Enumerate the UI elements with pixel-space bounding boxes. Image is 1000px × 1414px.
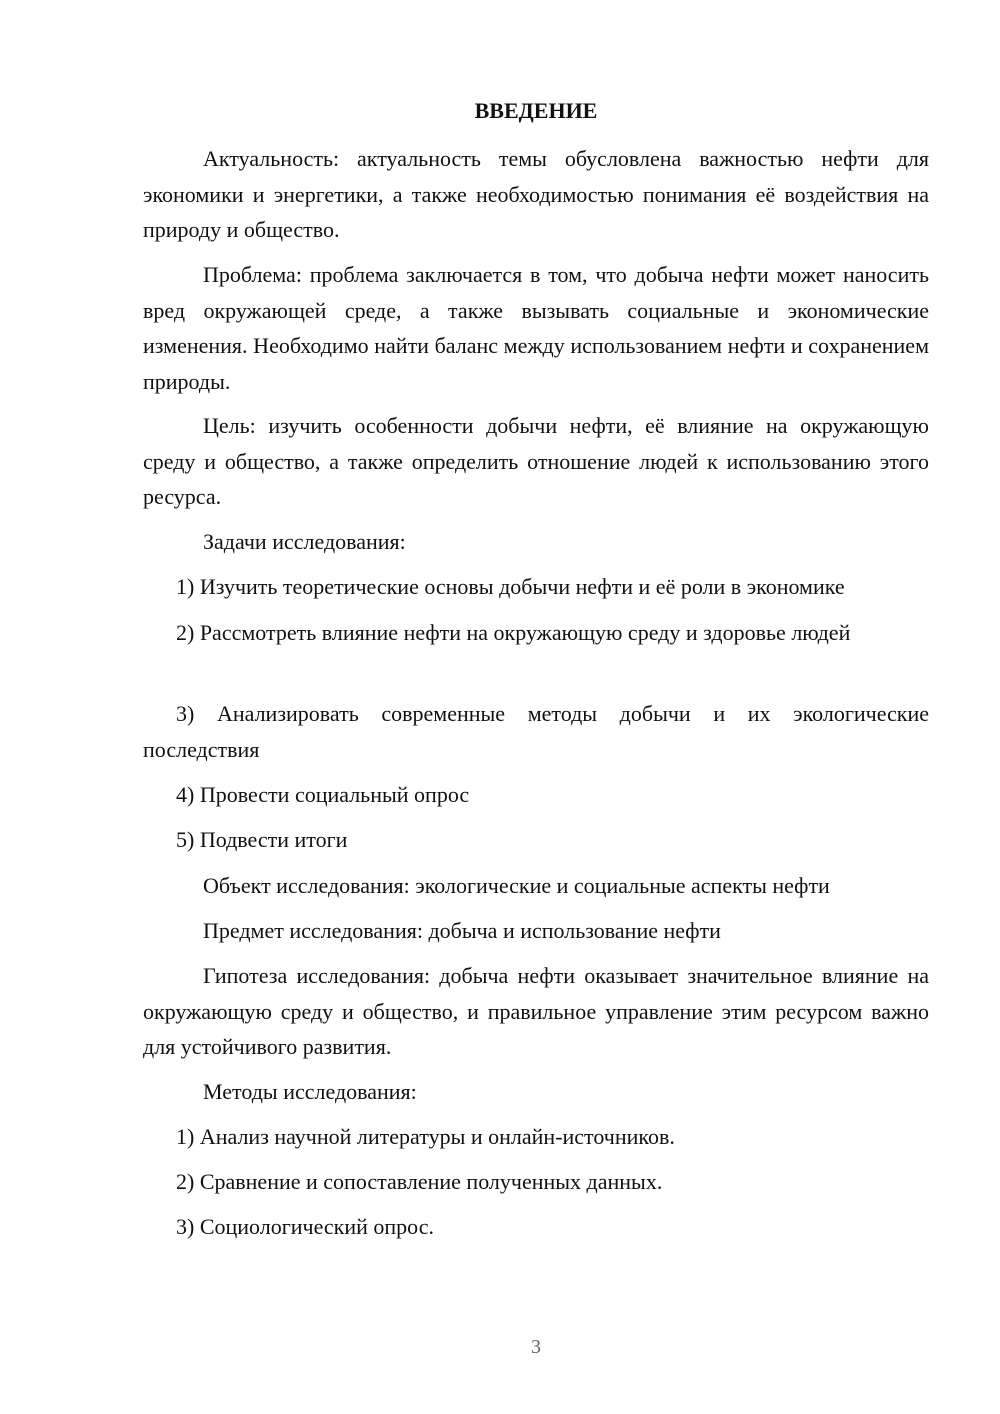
- subject-paragraph: Предмет исследования: добыча и использование нефти: [203, 918, 721, 943]
- goal-paragraph: Цель: изучить особенности добычи нефти, её влияние на окружающую среду и общество, а также определить отношение людей к использованию этого ресурса.: [143, 413, 929, 509]
- task-item-1: 1) Изучить теоретические основы добычи нефти и её роли в экономике: [176, 574, 845, 599]
- object-paragraph: Объект исследования: экологические и социальные аспекты нефти: [203, 873, 830, 898]
- methods-heading: Методы исследования:: [203, 1079, 417, 1104]
- method-item-1: 1) Анализ научной литературы и онлайн-источников.: [176, 1124, 675, 1149]
- relevance-paragraph: Актуальность: актуальность темы обусловлена важностью нефти для экономики и энергетики, а также необходимостью понимания её воздействия на природу и общество.: [143, 146, 929, 242]
- page-number: 3: [531, 1336, 541, 1358]
- method-item-2: 2) Сравнение и сопоставление полученных данных.: [176, 1169, 663, 1194]
- task-item-2: 2) Рассмотреть влияние нефти на окружающую среду и здоровье людей: [176, 620, 851, 645]
- tasks-heading: Задачи исследования:: [203, 529, 406, 554]
- method-item-3: 3) Социологический опрос.: [176, 1214, 434, 1239]
- task-item-3: 3) Анализировать современные методы добычи и их экологические последствия: [143, 701, 929, 762]
- problem-paragraph: Проблема: проблема заключается в том, что добыча нефти может наносить вред окружающей среде, а также вызывать социальные и экономические изменения. Необходимо найти баланс между использованием нефти и сохранением природы.: [143, 262, 929, 394]
- task-item-4: 4) Провести социальный опрос: [176, 782, 470, 807]
- task-item-5: 5) Подвести итоги: [176, 827, 348, 852]
- page-title: ВВЕДЕНИЕ: [474, 98, 598, 123]
- hypothesis-paragraph: Гипотеза исследования: добыча нефти оказывает значительное влияние на окружающую среду и общество, и правильное управление этим ресурсом важно для устойчивого развития.: [143, 963, 929, 1059]
